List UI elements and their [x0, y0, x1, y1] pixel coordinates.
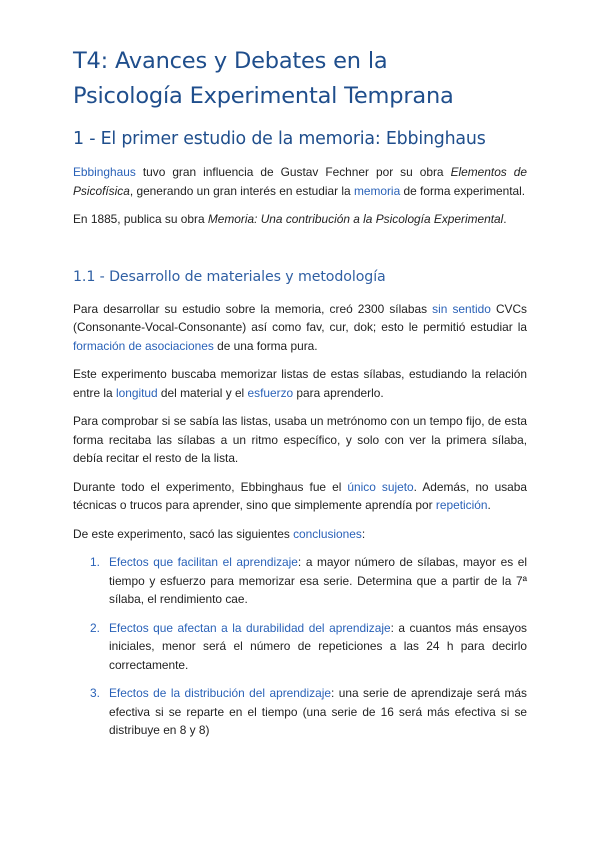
- section-1-1-paragraph-4: Durante todo el experimento, Ebbinghaus fue el único sujeto. Además, no usaba técnicas o trucos para aprender, sino que simplemente aprendía por repetición.: [73, 479, 527, 512]
- list-item-label: Efectos que facilitan el aprendizaje: [109, 555, 298, 569]
- work-title-elementos: Elementos de Psicofísica: [73, 165, 528, 198]
- list-item-number: 2.: [90, 620, 100, 635]
- list-item-text: : a cuantos más ensayos iniciales, menor será el número de repeticiones a las 24 h para decirlo correctamente.: [109, 620, 527, 672]
- work-title-memoria: Memoria: Una contribución a la Psicología Experimental: [207, 212, 504, 226]
- highlight-esfuerzo: esfuerzo: [247, 385, 294, 400]
- list-item: [73, 553, 527, 609]
- highlight-memoria: memoria: [353, 183, 401, 198]
- page-title: [73, 44, 527, 114]
- list-item-number: 1.: [90, 555, 100, 569]
- highlight-formacion-asociaciones: formación de asociaciones: [73, 338, 214, 353]
- section-1-1-paragraph-2: Este experimento buscaba memorizar listas de estas sílabas, estudiando la relación entre la longitud del material y el esfuerzo para aprenderlo.: [73, 367, 527, 400]
- highlight-repeticion: repetición: [435, 498, 488, 512]
- section-1-1-paragraph-5: De este experimento, sacó las siguientes conclusiones:: [73, 526, 366, 541]
- conclusions-list: [73, 553, 527, 740]
- list-item: [73, 619, 527, 675]
- page-title-line2: Psicología Experimental Temprana: [73, 83, 454, 109]
- page-title-line1: T4: Avances y Debates en la: [73, 48, 388, 74]
- highlight-longitud: longitud: [115, 385, 158, 400]
- list-item-label: Efectos de la distribución del aprendizaje: [109, 686, 331, 700]
- list-item-text: : a mayor número de sílabas, mayor es el tiempo y esfuerzo para memorizar esa serie. Determina que a partir de la 7ª sílaba, el rendimiento cae.: [109, 555, 527, 606]
- section-1-1-paragraph-3: Para comprobar si se sabía las listas, usaba un metrónomo con un tempo fijo, de esta forma recitaba las sílabas a un ritmo específico, y solo con ver la primera sílaba, debía recitar el resto de la lista.: [73, 414, 527, 465]
- section-1-paragraph-1: Ebbinghaus tuvo gran influencia de Gustav Fechner por su obra Elementos de Psicofísica, generando un gran interés en estudiar la memoria de forma experimental.: [73, 165, 528, 198]
- section-1-1-paragraph-1: Para desarrollar su estudio sobre la memoria, creó 2300 sílabas sin sentido CVCs (Consonante-Vocal-Consonante) así como fav, cur, dok; esto le permitió estudiar la formación de asociaciones de una forma pura.: [73, 301, 527, 353]
- highlight-unico-sujeto: único sujeto: [347, 479, 414, 494]
- section-1-heading: 1 - El primer estudio de la memoria: Ebbinghaus: [73, 129, 486, 149]
- section-1-paragraph-2: En 1885, publica su obra Memoria: Una contribución a la Psicología Experimental.: [73, 212, 507, 226]
- highlight-conclusiones: conclusiones: [293, 526, 362, 541]
- list-item-text: : una serie de aprendizaje será más efectiva si se reparte en el tiempo (una serie de 16 será más efectiva si se distribuye en 8 y 8): [109, 686, 527, 737]
- list-item-number: 3.: [90, 686, 100, 700]
- highlight-ebbinghaus: Ebbinghaus: [73, 165, 136, 179]
- list-item: [73, 684, 527, 740]
- section-1-1-heading: 1.1 - Desarrollo de materiales y metodología: [73, 268, 386, 285]
- list-item-label: Efectos que afectan a la durabilidad del aprendizaje: [109, 620, 391, 635]
- highlight-sin-sentido: sin sentido: [432, 301, 491, 316]
